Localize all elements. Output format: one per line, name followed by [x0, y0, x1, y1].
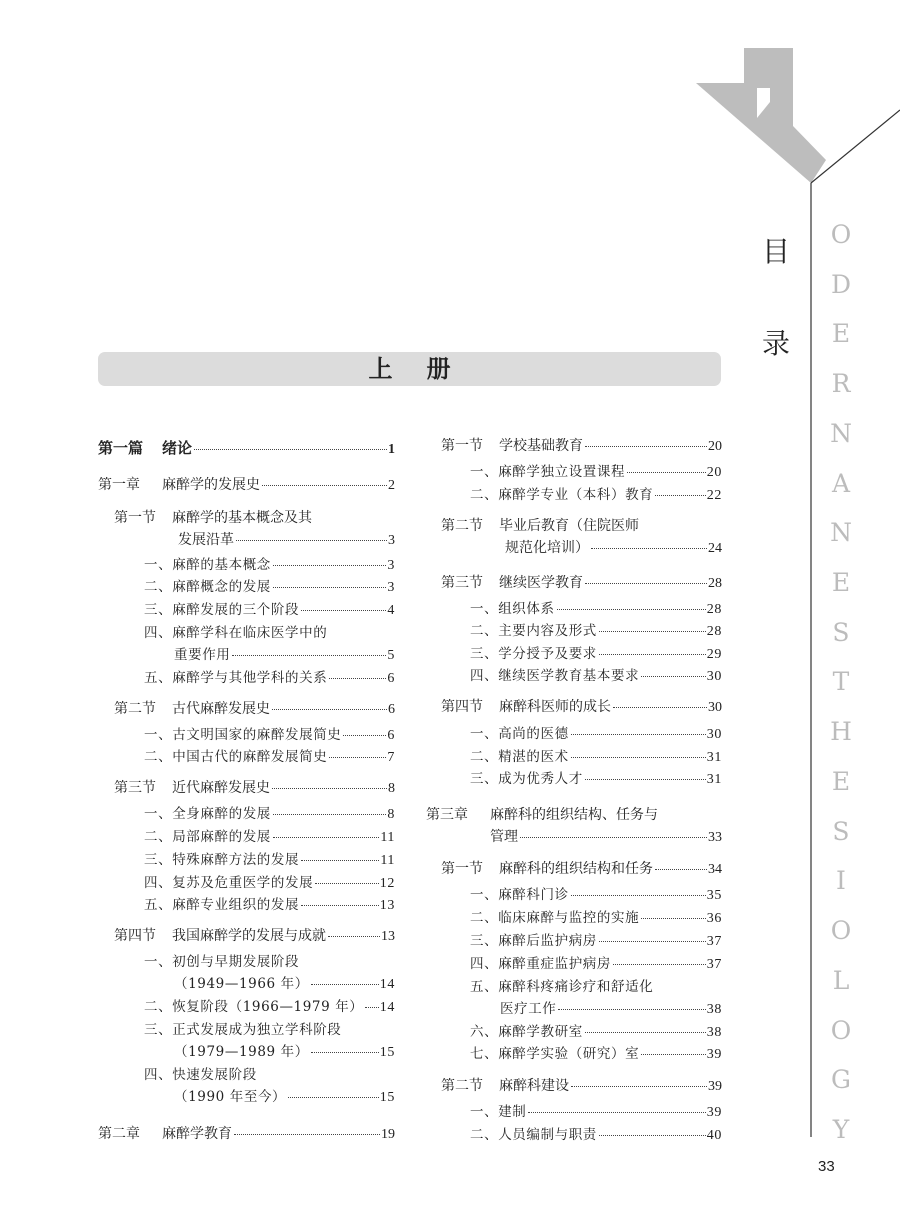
toc-entry-title-cont: （1990 年至今）: [174, 1089, 287, 1105]
toc-entry-item[interactable]: [470, 466, 722, 480]
toc-page-number: 13: [379, 898, 395, 913]
toc-page-number: 29: [706, 647, 722, 662]
toc-entry-item[interactable]: [470, 603, 722, 617]
toc-entry-number: 第二章: [98, 1126, 140, 1142]
spine-letter: H: [830, 717, 852, 747]
toc-entry-title: 一、初创与早期发展阶段: [144, 954, 300, 970]
toc-entry-number: 第三节: [441, 575, 483, 591]
toc-entry-continuation[interactable]: [174, 1091, 395, 1105]
toc-entry-sec[interactable]: [114, 781, 395, 796]
toc-entry-title: 近代麻醉发展史: [172, 780, 270, 796]
spine-letter: O: [830, 220, 852, 249]
toc-entry-continuation[interactable]: [178, 533, 395, 548]
toc-entry-title: 一、全身麻醉的发展: [144, 806, 271, 822]
toc-entry-continuation[interactable]: [490, 830, 722, 845]
toc-page-number: 34: [708, 862, 722, 877]
spine-letter: O: [830, 916, 852, 946]
toc-entry-item[interactable]: [144, 672, 395, 686]
toc-entry-title: 麻醉学教育: [162, 1126, 232, 1142]
toc-entry-title: 一、组织体系: [470, 601, 555, 617]
toc-entry-title: 四、快速发展阶段: [144, 1067, 257, 1083]
dot-leader: [328, 936, 380, 937]
toc-entry-title: 二、主要内容及形式: [470, 623, 597, 639]
toc-entry-sec[interactable]: [114, 929, 395, 944]
toc-entry-title-cont: 管理: [490, 829, 518, 845]
toc-entry-continuation[interactable]: [500, 1003, 722, 1017]
toc-entry-sec[interactable]: [441, 439, 722, 454]
dot-leader: [641, 1054, 706, 1055]
toc-page-number: 6: [388, 702, 395, 717]
toc-entry-number: 第一节: [114, 510, 156, 526]
spine-letter: G: [831, 1065, 851, 1095]
dot-leader: [232, 655, 386, 656]
toc-page-number: 35: [706, 888, 722, 903]
dot-leader: [557, 609, 706, 610]
toc-entry-item[interactable]: [144, 604, 395, 618]
toc-entry-title: 麻醉科的组织结构、任务与: [490, 807, 658, 823]
dot-leader: [571, 1086, 707, 1087]
toc-page-number: 30: [706, 669, 722, 684]
dot-leader: [571, 734, 706, 735]
toc-entry-title-cont: （1979—1989 年）: [174, 1044, 309, 1060]
toc-page-number: 28: [708, 576, 722, 591]
toc-entry-item[interactable]: [144, 581, 395, 595]
dot-leader: [599, 1135, 706, 1136]
toc-entry-item[interactable]: [470, 1129, 722, 1143]
toc-page-number: 6: [387, 671, 395, 686]
toc-entry-sec[interactable]: [441, 519, 722, 533]
toc-entry-item[interactable]: [144, 956, 395, 970]
toc-entry-number: 第四节: [114, 928, 156, 944]
dot-leader: [301, 610, 386, 611]
dot-leader: [627, 472, 706, 473]
toc-entry-title: 一、建制: [470, 1104, 527, 1120]
toc-entry-title: 二、局部麻醉的发展: [144, 829, 271, 845]
toc-entry-title: 麻醉学的基本概念及其: [172, 510, 312, 526]
toc-page-number: 39: [706, 1047, 722, 1062]
toc-page-number: 28: [706, 602, 722, 617]
toc-entry-title: 二、临床麻醉与监控的实施: [470, 910, 640, 926]
dot-leader: [571, 757, 706, 758]
spine-letter: D: [830, 269, 852, 299]
toc-entry-title: 三、正式发展成为独立学科阶段: [144, 1022, 342, 1038]
toc-page-number: 39: [706, 1105, 722, 1120]
dot-leader: [301, 905, 379, 906]
toc-page-number: 31: [706, 750, 722, 765]
toc-page-number: 24: [708, 541, 722, 556]
toc-page-number: 30: [708, 700, 722, 715]
toc-entry-title-cont: 规范化培训）: [505, 540, 589, 556]
dot-leader: [641, 676, 706, 677]
toc-page-number: 8: [388, 781, 395, 796]
dot-leader: [273, 587, 386, 588]
toc-entry-number: 第四节: [441, 699, 483, 715]
toc-page-number: 28: [706, 624, 722, 639]
dot-leader: [194, 449, 387, 450]
toc-entry-item[interactable]: [470, 728, 722, 742]
toc-entry-sec[interactable]: [441, 700, 722, 715]
toc-entry-number: 第二节: [114, 701, 156, 717]
toc-entry-chap[interactable]: [98, 1127, 395, 1142]
toc-entry-item[interactable]: [470, 981, 722, 995]
toc-entry-title: 麻醉学的发展史: [162, 477, 260, 493]
toc-entry-title: 二、麻醉学专业（本科）教育: [470, 487, 654, 503]
spine-letter: E: [831, 766, 851, 796]
toc-entry-item[interactable]: [470, 912, 722, 926]
dot-leader: [329, 678, 386, 679]
toc-entry-title: 五、麻醉科疼痛诊疗和舒适化: [470, 979, 654, 995]
spine-letter: L: [832, 965, 850, 995]
spine-letter: T: [832, 667, 850, 697]
toc-entry-item[interactable]: [470, 751, 722, 765]
toc-page-number: 14: [379, 1000, 395, 1015]
dot-leader: [613, 707, 707, 708]
toc-entry-item[interactable]: [470, 773, 722, 787]
toc-entry-item[interactable]: [144, 729, 395, 743]
toc-entry-number: 第三节: [114, 780, 156, 796]
toc-entry-number: 第一篇: [98, 439, 144, 457]
toc-page-number: 19: [381, 1127, 395, 1142]
toc-page-number: 14: [379, 977, 395, 992]
dot-leader: [655, 869, 707, 870]
toc-entry-sec[interactable]: [114, 702, 395, 717]
toc-entry-title: 三、成为优秀人才: [470, 771, 583, 787]
toc-entry-item[interactable]: [470, 1106, 722, 1120]
dot-leader: [329, 757, 386, 758]
toc-page-number: 38: [706, 1025, 722, 1040]
toc-entry-title: 三、学分授予及要求: [470, 646, 597, 662]
toc-entry-title: 一、麻醉学独立设置课程: [470, 464, 626, 480]
dot-leader: [343, 735, 386, 736]
toc-page-number: 7: [387, 750, 395, 765]
dot-leader: [599, 941, 706, 942]
toc-entry-title: 二、麻醉概念的发展: [144, 579, 271, 595]
dot-leader: [273, 814, 386, 815]
toc-entry-part[interactable]: [98, 441, 395, 457]
dot-leader: [236, 540, 387, 541]
spine-letter: E: [831, 568, 851, 598]
toc-entry-item[interactable]: [470, 958, 722, 972]
dot-leader: [585, 583, 707, 584]
spine-letter: S: [832, 617, 850, 647]
toc-entry-title: 四、复苏及危重医学的发展: [144, 875, 314, 891]
dot-leader: [272, 788, 387, 789]
toc-entry-continuation[interactable]: [174, 649, 395, 663]
dot-leader: [528, 1112, 705, 1113]
toc-page-number: 5: [387, 648, 395, 663]
dot-leader: [315, 883, 379, 884]
dot-leader: [288, 1097, 379, 1098]
toc-page-number: 33: [708, 830, 722, 845]
toc-entry-title-cont: 重要作用: [174, 647, 231, 663]
logo-diagonal-line: [811, 110, 900, 183]
toc-entry-title-cont: 发展沿革: [178, 532, 234, 548]
toc-entry-number: 第一章: [98, 477, 140, 493]
toc-page-number: 3: [388, 533, 395, 548]
toc-entry-item[interactable]: [144, 831, 395, 845]
toc-entry-title: 五、麻醉专业组织的发展: [144, 897, 300, 913]
toc-page-number: 20: [706, 465, 722, 480]
toc-entry-title-cont: 医疗工作: [500, 1001, 557, 1017]
toc-entry-chap[interactable]: [98, 478, 395, 493]
spine-letter: N: [830, 518, 852, 548]
toc-entry-item[interactable]: [144, 1024, 395, 1038]
toc-page-number: 15: [379, 1090, 395, 1105]
toc-entry-title: 一、古文明国家的麻醉发展简史: [144, 727, 342, 743]
dot-leader: [262, 485, 387, 486]
dot-leader: [273, 565, 386, 566]
toc-entry-number: 第三章: [426, 807, 468, 823]
toc-entry-title: 三、麻醉发展的三个阶段: [144, 602, 300, 618]
toc-entry-item[interactable]: [144, 559, 395, 573]
toc-page-number: 30: [706, 727, 722, 742]
toc-entry-item[interactable]: [470, 670, 722, 684]
toc-entry-title: 毕业后教育（住院医师: [499, 518, 639, 534]
spine-text-modern-anesthesiology: [826, 222, 856, 1142]
toc-entry-sec[interactable]: [441, 862, 722, 877]
toc-page-number: 40: [706, 1128, 722, 1143]
dot-leader: [273, 837, 379, 838]
toc-entry-item[interactable]: [144, 808, 395, 822]
toc-entry-item[interactable]: [470, 889, 722, 903]
toc-entry-title: 我国麻醉学的发展与成就: [172, 928, 326, 944]
toc-page-number: 11: [380, 830, 395, 845]
toc-page-number: 1: [388, 442, 395, 457]
toc-title-char-1: 目: [762, 235, 791, 268]
spine-letter: I: [836, 866, 846, 896]
toc-entry-title: 一、麻醉科门诊: [470, 887, 569, 903]
toc-entry-title: 六、麻醉学教研室: [470, 1024, 583, 1040]
spine-letter: R: [831, 369, 851, 399]
dot-leader: [585, 446, 707, 447]
toc-entry-title: 一、麻醉的基本概念: [144, 557, 271, 573]
dot-leader: [599, 631, 706, 632]
dot-leader: [613, 964, 706, 965]
toc-page-number: 3: [387, 558, 395, 573]
toc-page-number: 2: [388, 478, 395, 493]
spine-letter: E: [831, 319, 851, 349]
dot-leader: [585, 779, 706, 780]
dot-leader: [571, 895, 706, 896]
volume-title-bar: 上册: [98, 352, 721, 386]
toc-page-number: 13: [381, 929, 395, 944]
toc-entry-item[interactable]: [470, 1026, 722, 1040]
toc-entry-title: 绪论: [162, 439, 193, 457]
dot-leader: [311, 1052, 379, 1053]
page-number: 33: [818, 1158, 835, 1175]
toc-entry-sec[interactable]: [114, 511, 395, 525]
toc-page-number: 20: [708, 439, 722, 454]
toc-entry-title-cont: （1949—1966 年）: [174, 976, 309, 992]
dot-leader: [272, 709, 387, 710]
toc-title-char-2: 录: [762, 327, 791, 360]
dot-leader: [301, 860, 379, 861]
spine-letter: A: [831, 468, 851, 498]
toc-entry-title: 麻醉科的组织结构和任务: [499, 861, 653, 877]
toc-entry-item[interactable]: [470, 648, 722, 662]
spine-letter: S: [832, 816, 850, 846]
toc-entry-item[interactable]: [470, 489, 722, 503]
toc-page-number: 22: [706, 488, 722, 503]
spine-letter: Y: [832, 1114, 850, 1144]
toc-entry-title: 古代麻醉发展史: [172, 701, 270, 717]
toc-entry-number: 第二节: [441, 518, 483, 534]
toc-entry-title: 二、恢复阶段（1966—1979 年）: [144, 999, 364, 1015]
toc-entry-item[interactable]: [144, 627, 395, 641]
toc-page-number: 36: [706, 911, 722, 926]
logo-m-shape: [696, 48, 826, 183]
toc-entry-item[interactable]: [144, 854, 395, 868]
toc-page-number: 3: [387, 580, 395, 595]
dot-leader: [558, 1009, 705, 1010]
toc-entry-item[interactable]: [144, 1069, 395, 1083]
toc-page-number: 4: [387, 603, 395, 618]
toc-entry-item[interactable]: [144, 751, 395, 765]
toc-entry-item[interactable]: [144, 899, 395, 913]
dot-leader: [365, 1007, 378, 1008]
toc-entry-sec[interactable]: [441, 1079, 722, 1094]
toc-entry-title: 麻醉科医师的成长: [499, 699, 611, 715]
toc-entry-title: 七、麻醉学实验（研究）室: [470, 1046, 640, 1062]
toc-entry-title: 四、继续医学教育基本要求: [470, 668, 640, 684]
toc-entry-number: 第一节: [441, 438, 483, 454]
toc-entry-title: 二、中国古代的麻醉发展简史: [144, 749, 328, 765]
toc-entry-item[interactable]: [144, 877, 395, 891]
toc-entry-sec[interactable]: [441, 576, 722, 591]
toc-entry-continuation[interactable]: [505, 541, 722, 556]
toc-entry-number: 第二节: [441, 1078, 483, 1094]
toc-entry-chap[interactable]: [426, 808, 722, 822]
toc-page-number: 39: [708, 1079, 722, 1094]
spine-letter: O: [830, 1015, 852, 1045]
toc-page-number: 37: [706, 934, 722, 949]
toc-entry-item[interactable]: [470, 1048, 722, 1062]
toc-page-number: 38: [706, 1002, 722, 1017]
toc-entry-title: 二、人员编制与职责: [470, 1127, 597, 1143]
toc-page-number: 15: [379, 1045, 395, 1060]
toc-page-number: 11: [380, 853, 395, 868]
dot-leader: [311, 984, 379, 985]
toc-entry-title: 学校基础教育: [499, 438, 583, 454]
toc-entry-title: 三、麻醉后监护病房: [470, 933, 597, 949]
toc-page-number: 37: [706, 957, 722, 972]
dot-leader: [655, 495, 705, 496]
dot-leader: [234, 1134, 380, 1135]
toc-entry-item[interactable]: [470, 625, 722, 639]
toc-entry-title: 二、精湛的医术: [470, 749, 569, 765]
toc-entry-item[interactable]: [470, 935, 722, 949]
dot-leader: [585, 1032, 706, 1033]
toc-page-number: 8: [387, 807, 395, 822]
dot-leader: [599, 654, 706, 655]
dot-leader: [520, 837, 707, 838]
toc-entry-title: 麻醉科建设: [499, 1078, 569, 1094]
dot-leader: [641, 918, 706, 919]
toc-entry-title: 三、特殊麻醉方法的发展: [144, 852, 300, 868]
toc-page-number: 6: [387, 728, 395, 743]
toc-entry-continuation[interactable]: [174, 978, 395, 992]
toc-entry-title: 继续医学教育: [499, 575, 583, 591]
dot-leader: [591, 548, 707, 549]
toc-entry-number: 第一节: [441, 861, 483, 877]
spine-letter: N: [830, 418, 852, 448]
toc-page-number: 31: [706, 772, 722, 787]
toc-page-number: 12: [379, 876, 395, 891]
toc-entry-title: 五、麻醉学与其他学科的关系: [144, 670, 328, 686]
toc-entry-title: 四、麻醉学科在临床医学中的: [144, 625, 328, 641]
toc-entry-title: 一、高尚的医德: [470, 726, 569, 742]
toc-entry-continuation[interactable]: [174, 1046, 395, 1060]
toc-entry-item[interactable]: [144, 1001, 395, 1015]
toc-entry-title: 四、麻醉重症监护病房: [470, 956, 611, 972]
